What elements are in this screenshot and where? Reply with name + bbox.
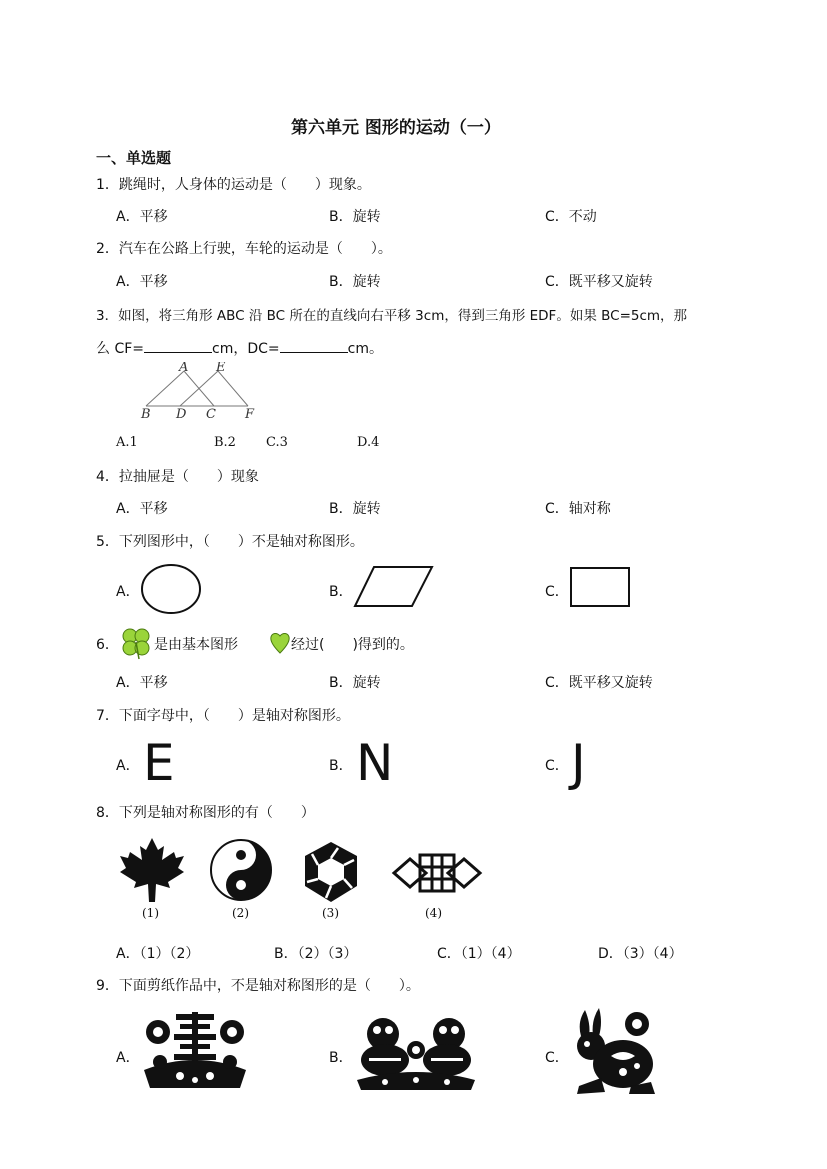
point-a-label: A [179,362,189,375]
twin-lions-papercut-icon [355,1014,477,1092]
q3-option-a[interactable]: A.1 [116,435,138,450]
q1-option-b[interactable]: B．旋转 [329,209,381,225]
q8-option-d[interactable]: D．（3）（4） [598,946,683,962]
q5-option-b[interactable]: B． [329,584,353,600]
maple-leaf-icon [118,836,190,906]
heart-leaf-icon [269,631,291,655]
question-3-line2 [96,338,383,358]
q3-text-cm: cm。 [347,341,383,357]
parallelogram-shape [352,564,436,610]
q1-option-c[interactable]: C．不动 [545,209,597,225]
point-d-label: D [176,407,187,422]
double-happiness-papercut-icon [140,1010,250,1092]
letter-j: J [571,734,586,792]
q8-option-b[interactable]: B．（2）（3） [274,946,358,962]
q2-option-a[interactable]: A．平移 [116,274,168,290]
yin-yang-icon [208,837,274,903]
question-9: 9．下面剪纸作品中，不是轴对称图形的是（ ）。 [96,978,420,994]
four-leaf-clover-icon [117,624,155,662]
point-f-label: F [245,407,255,422]
q4-option-a[interactable]: A．平移 [116,501,168,517]
circle-shape [140,563,204,615]
letter-n: N [356,734,394,792]
figure-1-label: (1) [142,906,159,920]
q3-text-cf: 么 CF= [96,341,145,357]
q3-text-dc: cm，DC= [212,341,280,357]
question-4: 4．拉抽屉是（ ）现象 [96,469,259,485]
aperture-icon [298,840,364,904]
q2-option-b[interactable]: B．旋转 [329,274,381,290]
page-title: 第六单元 图形的运动（一） [291,118,501,138]
rabbit-papercut-icon [571,1006,659,1096]
question-7: 7．下面字母中，（ ）是轴对称图形。 [96,708,350,724]
q3-option-b[interactable]: B.2 [214,435,236,450]
question-1: 1．跳绳时，人身体的运动是（ ）现象。 [96,177,371,193]
question-2: 2．汽车在公路上行驶，车轮的运动是（ ）。 [96,241,392,257]
question-3-line1: 3．如图，将三角形 ABC 沿 BC 所在的直线向右平移 3cm，得到三角形 EDF。如果 BC=5cm，那 [96,308,688,324]
q4-option-b[interactable]: B．旋转 [329,501,381,517]
question-5: 5．下列图形中，（ ）不是轴对称图形。 [96,534,364,550]
q3-option-c[interactable]: C.3 [266,435,288,450]
figure-3-label: (3) [322,906,339,920]
rectangle-shape [569,566,633,610]
question-6-prefix: 6． [96,637,119,653]
figure-4-label: (4) [425,906,442,920]
q9-option-a[interactable]: A． [116,1050,140,1066]
point-e-label: E [216,362,226,375]
q6-option-c[interactable]: C．既平移又旋转 [545,675,653,691]
q7-option-b[interactable]: B． [329,758,353,774]
q1-option-a[interactable]: A．平移 [116,209,168,225]
q6-option-b[interactable]: B．旋转 [329,675,381,691]
q9-option-b[interactable]: B． [329,1050,353,1066]
chinese-knot-icon [390,845,484,901]
q3-blank-cf[interactable] [144,340,212,353]
figure-2-label: (2) [232,906,249,920]
q2-option-c[interactable]: C．既平移又旋转 [545,274,653,290]
q3-blank-dc[interactable] [280,340,348,353]
q7-option-a[interactable]: A． [116,758,140,774]
triangle-translation-diagram [138,362,264,422]
question-8: 8．下列是轴对称图形的有（ ） [96,805,315,821]
point-c-label: C [206,407,216,422]
letter-e: E [143,734,175,792]
point-b-label: B [141,407,151,422]
q9-option-c[interactable]: C． [545,1050,569,1066]
q6-option-a[interactable]: A．平移 [116,675,168,691]
q3-option-d[interactable]: D.4 [357,435,380,450]
q5-option-c[interactable]: C． [545,584,569,600]
section-heading: 一、单选题 [96,149,172,167]
question-6-suffix: 经过( )得到的。 [291,637,414,653]
q8-option-c[interactable]: C．（1）（4） [437,946,521,962]
question-6-mid: 是由基本图形 [154,637,238,653]
q8-option-a[interactable]: A．（1）（2） [116,946,200,962]
q5-option-a[interactable]: A． [116,584,140,600]
q7-option-c[interactable]: C． [545,758,569,774]
q4-option-c[interactable]: C．轴对称 [545,501,611,517]
